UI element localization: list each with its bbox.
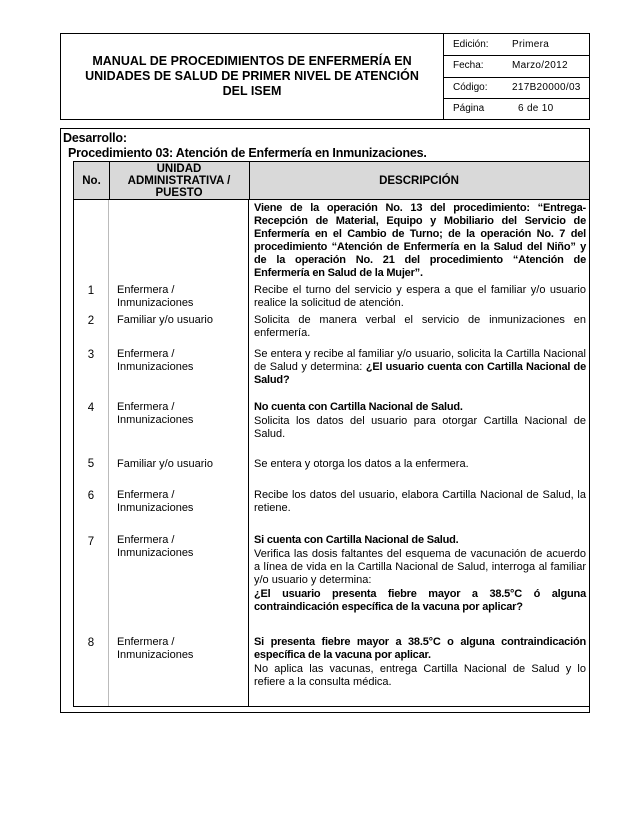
row-5-unit: Familiar y/o usuario [117,458,213,470]
row-7-unit-line-1: Enfermera / [117,534,175,546]
column-header-description: DESCRIPCIÓN [379,174,459,187]
row-1-unit-line-2: Inmunizaciones [117,297,194,309]
table-left-border [73,200,74,706]
manual-title-line-1: MANUAL DE PROCEDIMIENTOS DE ENFERMERÍA EN [92,54,412,68]
row-6-unit-line-1: Enfermera / [117,489,175,501]
row-3-description-text: Se entera y recibe al familiar y/o usuario, solicita la Cartilla Nacional de Salud y determina: [254,348,586,373]
manual-title-line-3: DEL ISEM [222,84,282,98]
meta-page-value: 6 de 10 [518,102,554,114]
meta-code-label: Código: [453,81,488,93]
row-4-description-heading: No cuenta con Cartilla Nacional de Salud. [254,401,463,413]
meta-code [444,77,589,99]
document-metadata [444,34,589,119]
section-label: Desarrollo: [63,131,127,145]
row-6-unit [117,489,252,515]
row-8-description-text: No aplica las vacunas, entrega Cartilla Nacional de Salud y lo refiere a la consulta médica. [254,663,586,688]
row-7-no: 7 [87,536,95,548]
table-divider-unit [248,200,249,706]
meta-date-value: Marzo/2012 [512,60,568,72]
row-4-unit-line-1: Enfermera / [117,401,175,413]
column-header-unit-line-2: ADMINISTRATIVA / [127,174,231,187]
column-header-no: No. [74,162,110,199]
row-7-unit [117,534,252,560]
row-3-unit-line-1: Enfermera / [117,348,175,360]
column-header-unit-line-1: UNIDAD [156,162,202,175]
row-3-unit-line-2: Inmunizaciones [117,361,194,373]
row-4-unit [117,401,252,427]
meta-edition-label: Edición: [453,39,489,51]
row-1-no: 1 [87,285,95,297]
row-3-no: 3 [87,349,95,361]
meta-page [444,98,589,119]
row-7-description-text: Verifica las dosis faltantes del esquema de vacunación de acuerdo a línea de vida en la Cartilla Nacional de Salud, interroga al familiar y/o usuario y determina: [254,548,586,586]
manual-title [61,34,444,119]
row-5-description: Se entera y otorga los datos a la enfermera. [254,458,469,470]
row-3-unit [117,348,252,374]
meta-date-label: Fecha: [453,60,484,72]
row-8-unit-line-2: Inmunizaciones [117,649,194,661]
row-6-unit-line-2: Inmunizaciones [117,502,194,514]
row-5-no: 5 [87,458,95,470]
row-8-no: 8 [87,637,95,649]
row-3-description [254,348,586,387]
row-1-description: Recibe el turno del servicio y espera a que el familiar y/o usuario realice la solicitud de atención. [254,284,586,309]
row-8-description-heading: Si presenta fiebre mayor a 38.5°C o alguna contraindicación específica de la vacuna por aplicar. [254,636,586,661]
manual-title-line-2: UNIDADES DE SALUD DE PRIMER NIVEL DE ATENCIÓN [85,69,419,83]
row-2-description: Solicita de manera verbal el servicio de inmunizaciones en enfermería. [254,314,586,339]
row-8-description [254,636,586,689]
intro-description: Viene de la operación No. 13 del procedimiento: “Entrega-Recepción de Material, Equipo y Mobiliario del Servicio de Enfermería en el Cambio de Turno; de la operación No. 7 del procedimiento “Atención de Enfermería en la Salud del Niño” y de la operación No. 21 del procedimiento “Atención de Enfermería en Salud de la Mujer”. [254,202,586,279]
meta-page-label: Página [453,102,485,114]
table-divider-no [108,200,109,706]
meta-date [444,55,589,77]
document-header [60,33,590,120]
meta-edition-value: Primera [512,39,550,51]
table-right-border [589,200,590,706]
row-6-no: 6 [87,490,95,502]
row-4-description-text: Solicita los datos del usuario para otorgar Cartilla Nacional de Salud. [254,415,586,440]
row-4-unit-line-2: Inmunizaciones [117,414,194,426]
column-header-unit [109,162,250,199]
row-8-unit-line-1: Enfermera / [117,636,175,648]
row-7-description-question: ¿El usuario presenta fiebre mayor a 38.5°C ó alguna contraindicación específica de la vacuna por aplicar? [254,588,586,613]
row-8-unit [117,636,252,662]
meta-edition [444,34,589,56]
table-bottom-border [73,706,590,707]
row-7-description [254,534,586,614]
row-2-unit: Familiar y/o usuario [117,314,213,326]
row-4-no: 4 [87,402,95,414]
meta-code-value: 217B20000/03 [512,81,581,93]
procedure-title: Procedimiento 03: Atención de Enfermería en Inmunizaciones. [68,146,427,160]
row-2-no: 2 [87,315,95,327]
row-7-unit-line-2: Inmunizaciones [117,547,194,559]
column-header-unit-line-3: PUESTO [155,186,203,199]
row-1-unit [117,284,252,310]
row-4-description [254,401,586,441]
row-7-description-heading: Si cuenta con Cartilla Nacional de Salud. [254,534,459,546]
row-1-unit-line-1: Enfermera / [117,284,175,296]
row-3-description-question: ¿El usuario cuenta con Cartilla Nacional de Salud? [254,361,586,386]
row-6-description: Recibe los datos del usuario, elabora Cartilla Nacional de Salud, la retiene. [254,489,586,514]
table-header [73,161,590,200]
